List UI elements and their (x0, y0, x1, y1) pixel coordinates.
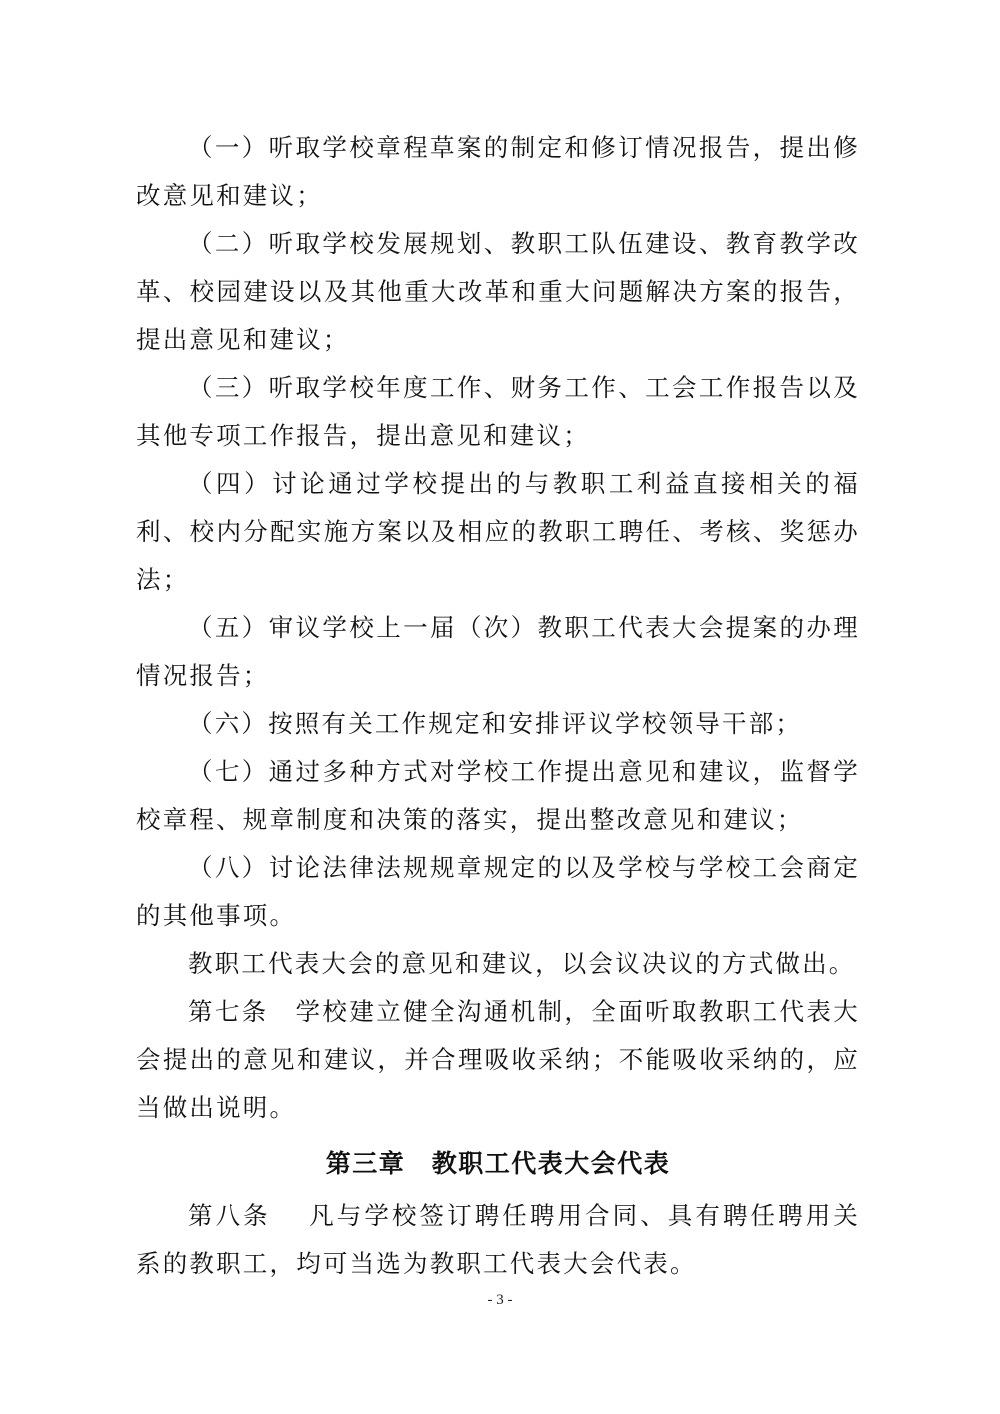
document-body (136, 124, 860, 1288)
article-8-paragraph: 第八条 凡与学校签订聘任聘用合同、具有聘任聘用关系的教职工，均可当选为教职工代表大会代表。 (136, 1201, 860, 1278)
clause-8-paragraph: （八）讨论法律法规规章规定的以及学校与学校工会商定的其他事项。 (136, 853, 860, 930)
clause-6-paragraph: （六）按照有关工作规定和安排评议学校领导干部； (188, 709, 803, 738)
clause-2-paragraph: （二）听取学校发展规划、教职工队伍建设、教育教学改革、校园建设以及其他重大改革和重大问题解决方案的报告，提出意见和建议； (136, 229, 860, 354)
resolution-paragraph: 教职工代表大会的意见和建议，以会议决议的方式做出。 (188, 949, 856, 978)
clause-1-paragraph: （一）听取学校章程草案的制定和修订情况报告，提出修改意见和建议； (136, 133, 860, 210)
clause-3-paragraph: （三）听取学校年度工作、财务工作、工会工作报告以及其他专项工作报告，提出意见和建议； (136, 373, 860, 450)
clause-5-paragraph: （五）审议学校上一届（次）教职工代表大会提案的办理情况报告； (136, 613, 860, 690)
page-number: - 3 - (487, 1292, 513, 1308)
chapter-title: 第三章 教职工代表大会代表 (325, 1149, 671, 1178)
clause-7-paragraph: （七）通过多种方式对学校工作提出意见和建议，监督学校章程、规章制度和决策的落实，提出整改意见和建议； (136, 757, 860, 834)
clause-4-paragraph: （四）讨论通过学校提出的与教职工利益直接相关的福利、校内分配实施方案以及相应的教职工聘任、考核、奖惩办法； (136, 469, 860, 594)
article-7-paragraph: 第七条 学校建立健全沟通机制，全面听取教职工代表大会提出的意见和建议，并合理吸收采纳；不能吸收采纳的，应当做出说明。 (136, 997, 860, 1122)
